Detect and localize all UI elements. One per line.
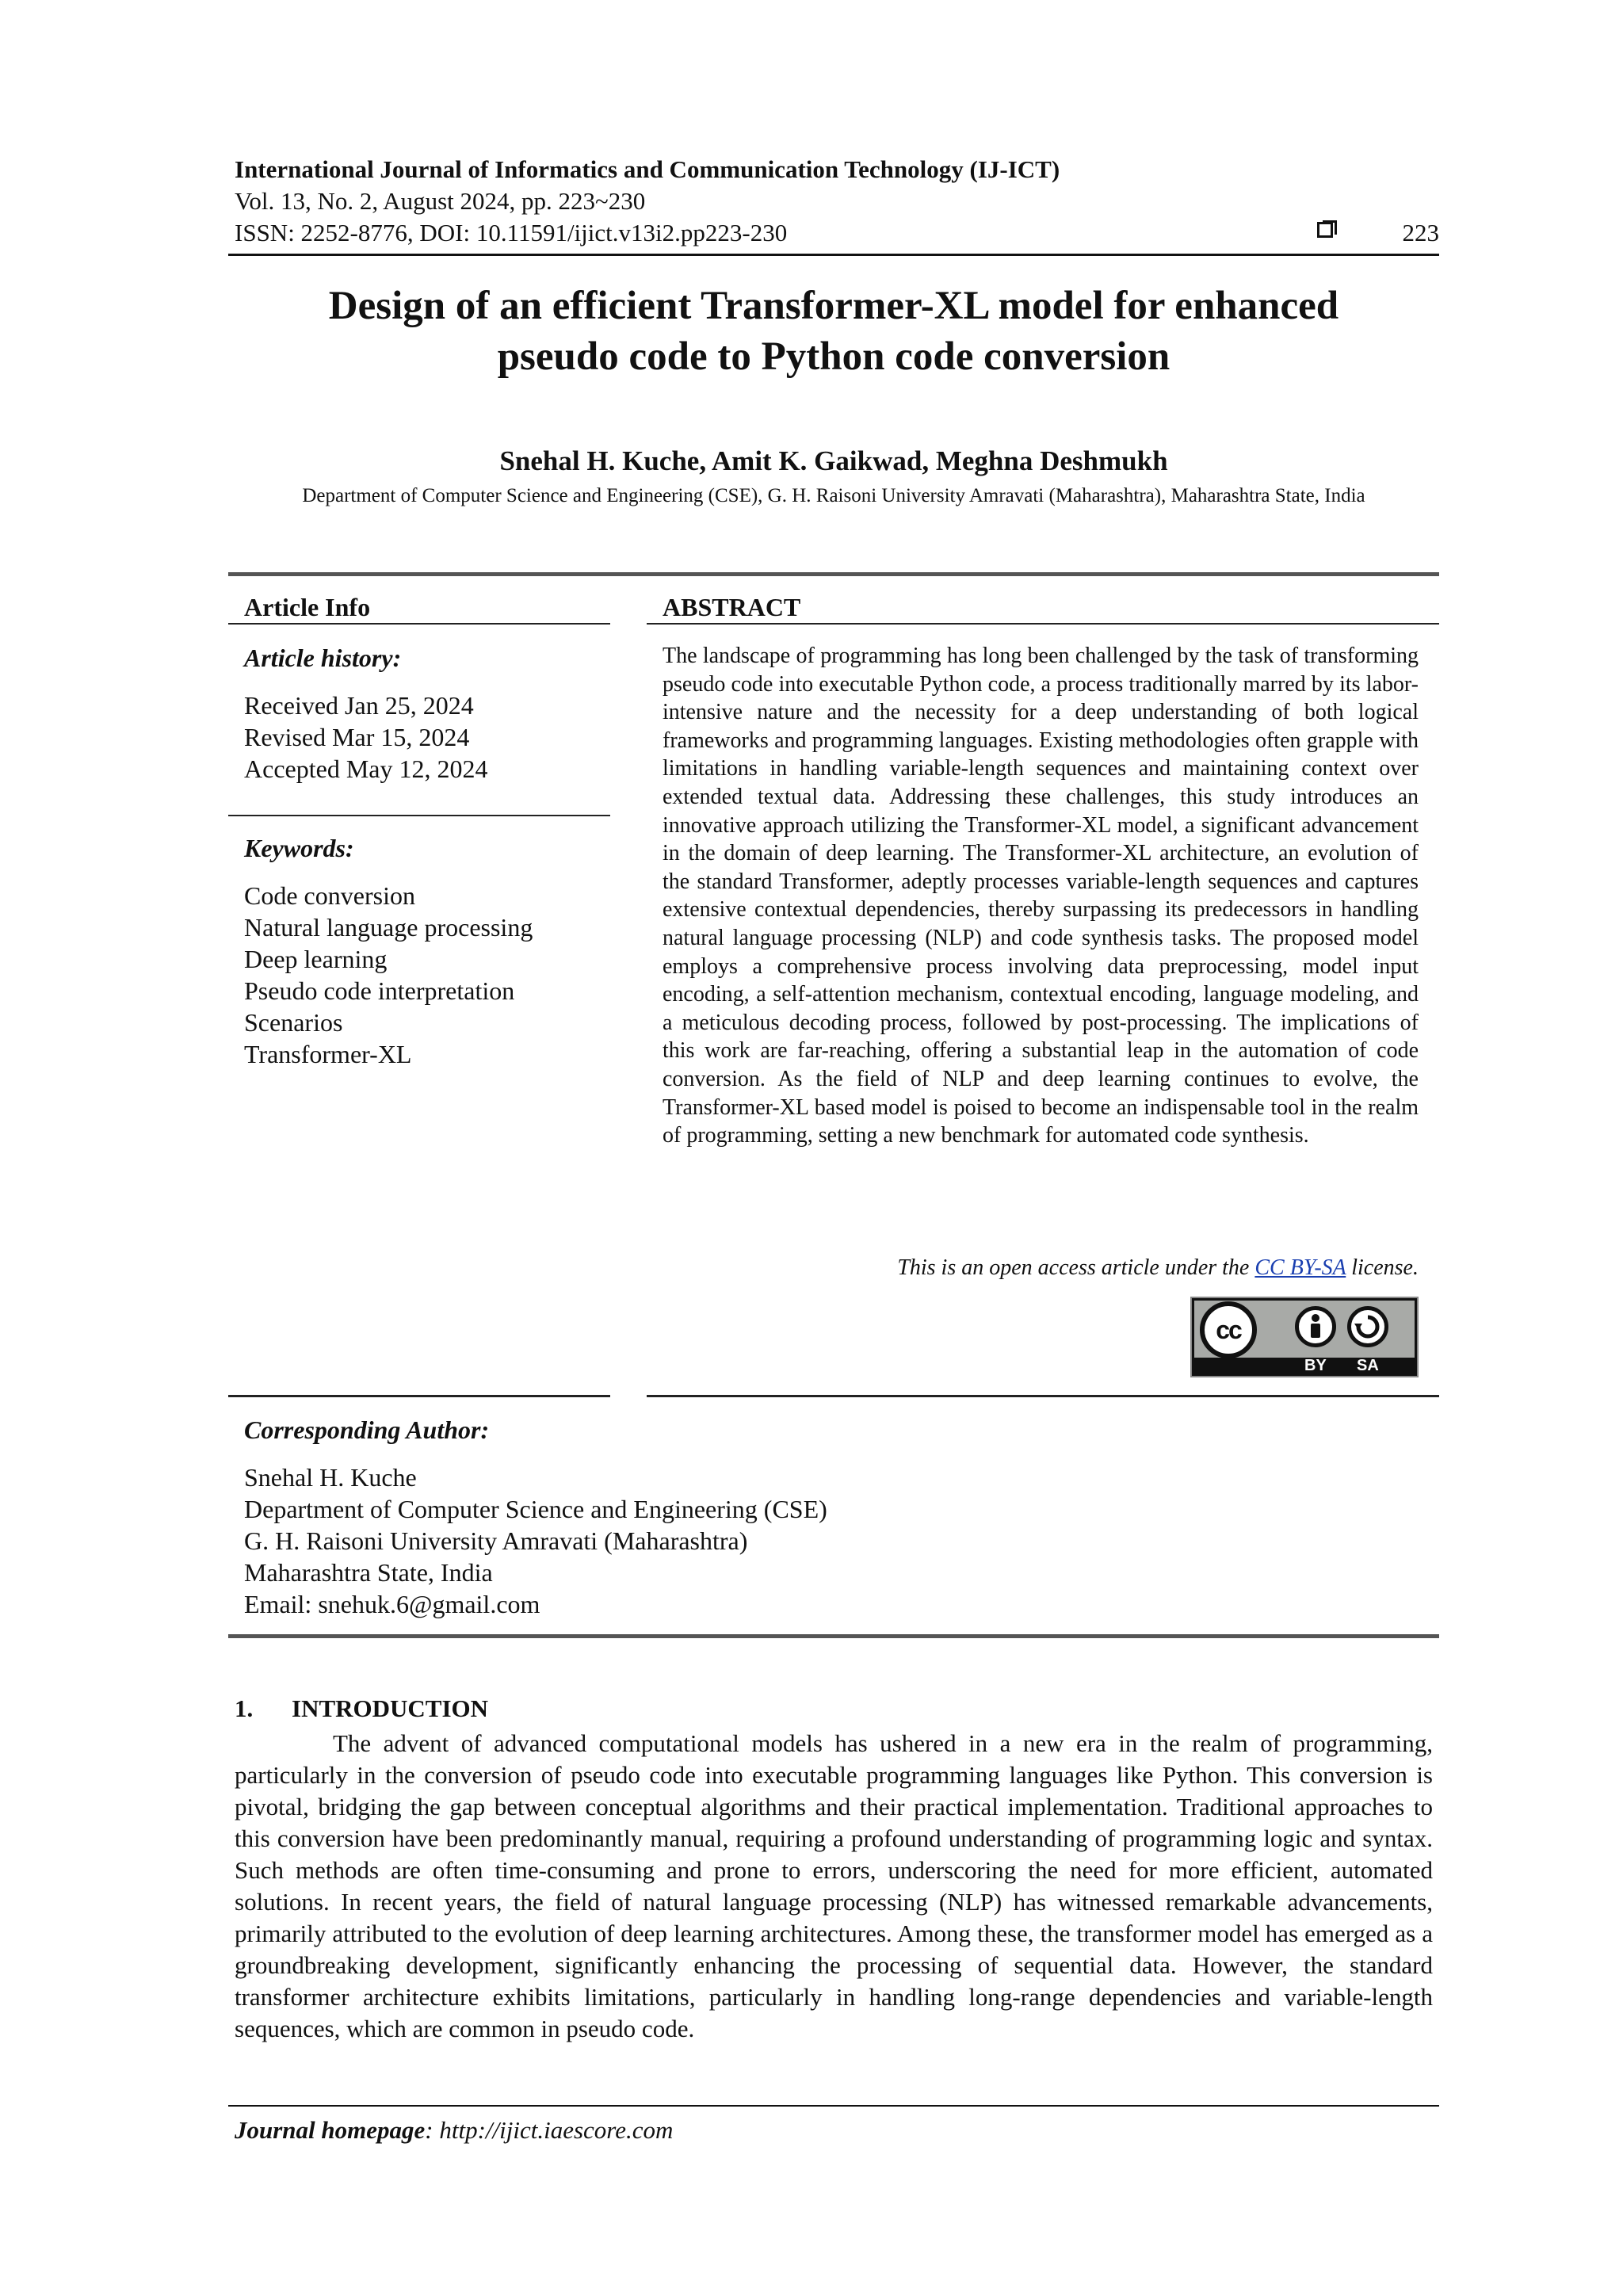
cc-by-sa-badge[interactable]	[1190, 1297, 1419, 1377]
received-date: Received Jan 25, 2024	[244, 691, 474, 720]
attribution-person-glyph	[1299, 1310, 1332, 1343]
corresponding-state: Maharashtra State, India	[244, 1558, 493, 1587]
attribution-person-icon	[1295, 1306, 1336, 1347]
page-number: 223	[1402, 219, 1439, 246]
open-access-suffix: license.	[1346, 1255, 1419, 1280]
corresponding-name: Snehal H. Kuche	[244, 1463, 417, 1492]
article-info-rule	[228, 623, 610, 625]
author-affiliation: Department of Computer Science and Engineering (CSE), G. H. Raisoni University Amravati (Maharashtra), Maharashtra State, India	[302, 485, 1365, 506]
history-keywords-rule	[228, 815, 610, 816]
share-alike-icon	[1347, 1306, 1388, 1347]
abstract-rule	[647, 623, 1439, 625]
keywords-list	[244, 880, 533, 1070]
paper-title-line1: Design of an efficient Transformer-XL model for enhanced	[328, 284, 1339, 328]
abstract-heading: ABSTRACT	[663, 593, 801, 621]
homepage-url[interactable]: : http://ijict.iaescore.com	[425, 2116, 674, 2144]
corresponding-university: G. H. Raisoni University Amravati (Maharashtra)	[244, 1526, 748, 1555]
corresponding-email: Email: snehuk.6@gmail.com	[244, 1590, 540, 1618]
article-history-heading: Article history:	[244, 644, 402, 672]
journal-title: International Journal of Informatics and Communication Technology (IJ-ICT)	[235, 155, 1060, 183]
article-history	[244, 690, 487, 785]
journal-issn-doi: ISSN: 2252-8776, DOI: 10.11591/ijict.v13i2.pp223-230	[235, 219, 788, 246]
abstract-bottom-rule	[647, 1395, 1439, 1397]
keywords-heading: Keywords:	[244, 834, 354, 862]
badge-sa-label: SA	[1357, 1357, 1379, 1374]
info-box-bottom-rule	[228, 1634, 1439, 1638]
introduction-heading: INTRODUCTION	[292, 1694, 489, 1722]
author-list: Snehal H. Kuche, Amit K. Gaikwad, Meghna Deshmukh	[499, 445, 1168, 476]
revised-date: Revised Mar 15, 2024	[244, 723, 470, 751]
keywords-bottom-rule	[228, 1395, 610, 1397]
section-number: 1.	[235, 1694, 254, 1722]
open-access-prefix: This is an open access article under the	[897, 1255, 1255, 1280]
keyword-item: Code conversion	[244, 881, 415, 910]
keyword-item: Scenarios	[244, 1008, 343, 1037]
abstract-text: The landscape of programming has long been challenged by the task of transforming pseudo code into executable Python code, a process traditionally marred by its labor-intensive nature and the necessity for a deep understanding of both logical frameworks and programming languages. Existing methodologies often grapple with limitations in handling variable-length sequences and maintaining context over extended textual data. Addressing these challenges, this study introduces an innovative approach utilizing the Transformer-XL model, a significant advancement in the domain of deep learning. The Transformer-XL architecture, an evolution of the standard Transformer, adeptly processes variable-length sequences and captures extensive contextual dependencies, thereby surpassing its predecessors in handling natural language processing (NLP) and code synthesis tasks. The proposed model employs a comprehensive process involving data preprocessing, model input encoding, a self-attention mechanism, contextual encoding, language modeling, and a meticulous decoding process, followed by post-processing. The implications of this work are far-reaching, offering a substantial leap in the automation of code conversion. As the field of NLP and deep learning continues to evolve, the Transformer-XL based model is poised to become an indispensable tool in the realm of programming, setting a new benchmark for automated code synthesis.	[663, 644, 1419, 1148]
cc-logo-icon: cc	[1200, 1301, 1257, 1358]
share-alike-glyph	[1351, 1310, 1384, 1343]
keyword-item: Pseudo code interpretation	[244, 976, 515, 1005]
open-access-note	[897, 1255, 1419, 1281]
corresponding-author-block	[244, 1461, 827, 1620]
homepage-label: Journal homepage	[235, 2116, 426, 2144]
corresponding-author-heading: Corresponding Author:	[244, 1415, 490, 1444]
introduction-paragraph	[235, 1728, 1433, 2045]
footer-rule	[228, 2105, 1439, 2107]
paper-title-line2: pseudo code to Python code conversion	[497, 334, 1170, 379]
badge-by-label: BY	[1304, 1357, 1327, 1374]
paper-title	[228, 281, 1439, 382]
keyword-item: Natural language processing	[244, 913, 533, 942]
article-info-heading: Article Info	[244, 593, 371, 621]
corresponding-department: Department of Computer Science and Engineering (CSE)	[244, 1495, 827, 1523]
journal-volume: Vol. 13, No. 2, August 2024, pp. 223~230	[235, 187, 646, 215]
journal-homepage	[235, 2116, 673, 2145]
info-box-top-rule	[228, 572, 1439, 576]
keyword-item: Deep learning	[244, 945, 388, 973]
header-box-icon	[1317, 222, 1333, 238]
keyword-item: Transformer-XL	[244, 1040, 412, 1068]
accepted-date: Accepted May 12, 2024	[244, 755, 488, 783]
introduction-text: The advent of advanced computational models has ushered in a new era in the realm of programming, particularly in the conversion of pseudo code into executable programming languages like Python. This conversion is pivotal, bridging the gap between conceptual algorithms and their practical implementation. Traditional approaches to this conversion have been predominantly manual, requiring a profound understanding of programming logic and syntax. Such methods are often time-consuming and prone to errors, underscoring the need for more efficient, automated solutions. In recent years, the field of natural language processing (NLP) has witnessed remarkable advancements, primarily attributed to the evolution of deep learning architectures. Among these, the transformer model has emerged as a groundbreaking development, significantly enhancing the processing of sequential data. However, the standard transformer architecture exhibits limitations, particularly in handling long-range dependencies and variable-length sequences, which are common in pseudo code.	[235, 1729, 1433, 2042]
header-rule	[228, 254, 1439, 256]
license-link[interactable]: CC BY-SA	[1254, 1255, 1346, 1280]
